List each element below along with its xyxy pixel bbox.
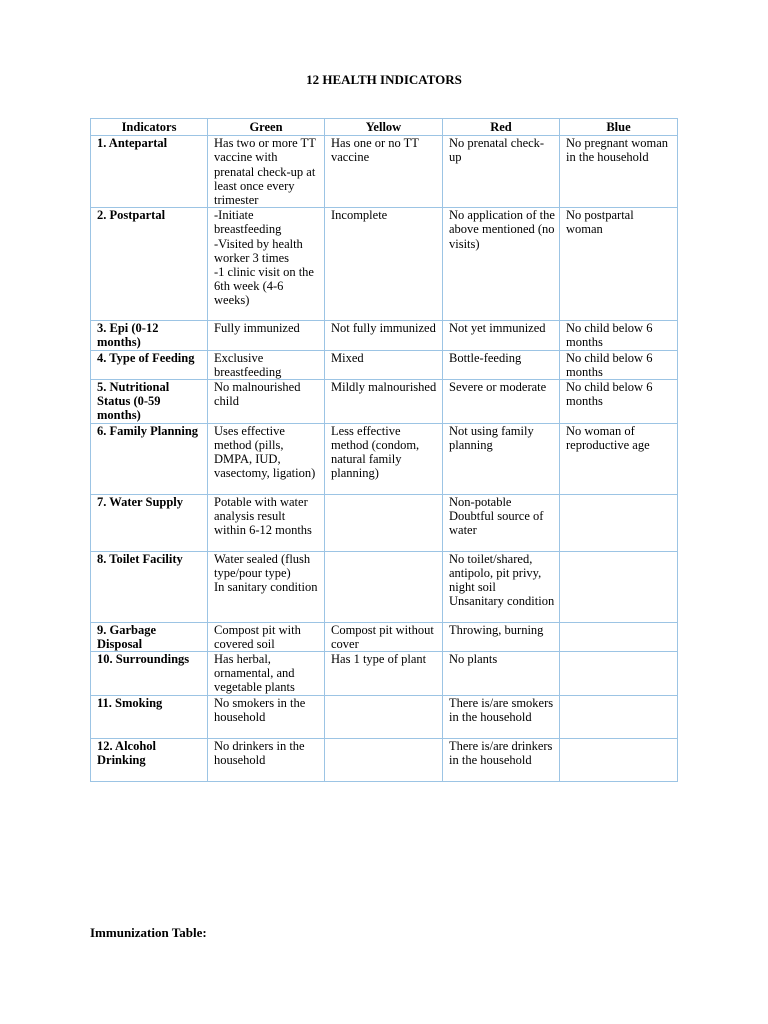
red-cell bbox=[443, 622, 560, 651]
green-cell bbox=[208, 551, 325, 622]
table-row bbox=[91, 695, 678, 738]
cell-text: Exclusive breastfeeding bbox=[214, 350, 282, 379]
table-body bbox=[91, 136, 678, 781]
cell-text: Water sealed (flush type/pour type) bbox=[214, 551, 311, 580]
cell-text: Has herbal, ornamental, and vegetable plants bbox=[214, 652, 295, 695]
cell-text: No plants bbox=[449, 652, 498, 667]
blue-cell bbox=[560, 551, 678, 622]
cell-text: Mixed bbox=[331, 350, 364, 365]
indicator-cell bbox=[91, 423, 208, 494]
cell-text: Compost pit with covered soil bbox=[214, 622, 301, 651]
indicator-cell bbox=[91, 208, 208, 321]
green-cell bbox=[208, 380, 325, 424]
blue-cell bbox=[560, 423, 678, 494]
cell-text: -Visited by health worker 3 times bbox=[214, 236, 303, 265]
cell-text: Non-potable bbox=[449, 494, 512, 509]
blue-cell bbox=[560, 494, 678, 551]
header-blue: Blue bbox=[560, 119, 678, 136]
green-cell bbox=[208, 350, 325, 379]
blue-cell bbox=[560, 738, 678, 781]
cell-text: 1. Antepartal bbox=[97, 136, 168, 151]
health-indicators-table bbox=[90, 118, 678, 782]
cell-text: Throwing, burning bbox=[449, 622, 544, 637]
table-header-row bbox=[91, 119, 678, 136]
table-row bbox=[91, 208, 678, 321]
table-row bbox=[91, 380, 678, 424]
indicator-cell bbox=[91, 380, 208, 424]
cell-text: Compost pit without cover bbox=[331, 622, 434, 651]
cell-text: No prenatal check-up bbox=[449, 136, 545, 165]
table-row bbox=[91, 738, 678, 781]
cell-text: No application of the above mentioned (no visits) bbox=[449, 208, 555, 251]
yellow-cell bbox=[325, 695, 443, 738]
table-row bbox=[91, 551, 678, 622]
blue-cell bbox=[560, 321, 678, 350]
indicator-cell bbox=[91, 136, 208, 208]
cell-text: No malnourished child bbox=[214, 380, 301, 409]
table-row bbox=[91, 423, 678, 494]
cell-text: 7. Water Supply bbox=[97, 494, 184, 509]
table-row bbox=[91, 652, 678, 696]
blue-cell bbox=[560, 652, 678, 696]
indicator-cell bbox=[91, 350, 208, 379]
cell-text: 9. Garbage Disposal bbox=[97, 622, 157, 651]
table-row bbox=[91, 136, 678, 208]
green-cell bbox=[208, 622, 325, 651]
indicator-cell bbox=[91, 738, 208, 781]
red-cell bbox=[443, 350, 560, 379]
blue-cell bbox=[560, 136, 678, 208]
indicator-cell bbox=[91, 494, 208, 551]
header-red: Red bbox=[443, 119, 560, 136]
yellow-cell bbox=[325, 208, 443, 321]
indicator-cell bbox=[91, 321, 208, 350]
immunization-table-heading: Immunization Table: bbox=[90, 925, 207, 940]
cell-text: Not yet immunized bbox=[449, 321, 546, 336]
red-cell bbox=[443, 321, 560, 350]
indicator-cell bbox=[91, 695, 208, 738]
yellow-cell bbox=[325, 738, 443, 781]
red-cell bbox=[443, 695, 560, 738]
cell-text: Has one or no TT vaccine bbox=[331, 136, 419, 165]
blue-cell bbox=[560, 208, 678, 321]
cell-text: Potable with water analysis result within 6-12 months bbox=[214, 494, 312, 538]
blue-cell bbox=[560, 350, 678, 379]
cell-text: No toilet/shared, antipolo, pit privy, night soil bbox=[449, 551, 542, 595]
cell-text: Has 1 type of plant bbox=[331, 652, 427, 667]
green-cell bbox=[208, 208, 325, 321]
table-row bbox=[91, 350, 678, 379]
green-cell bbox=[208, 423, 325, 494]
cell-text: No smokers in the household bbox=[214, 695, 306, 724]
blue-cell bbox=[560, 622, 678, 651]
cell-text: Mildly malnourished bbox=[331, 380, 437, 395]
cell-text: No child below 6 months bbox=[566, 380, 653, 409]
cell-text: In sanitary condition bbox=[214, 580, 318, 595]
cell-text: 4. Type of Feeding bbox=[97, 350, 195, 365]
yellow-cell bbox=[325, 350, 443, 379]
indicator-cell bbox=[91, 652, 208, 696]
indicator-cell bbox=[91, 551, 208, 622]
yellow-cell bbox=[325, 380, 443, 424]
cell-text: No postpartal woman bbox=[566, 208, 634, 237]
red-cell bbox=[443, 136, 560, 208]
green-cell bbox=[208, 695, 325, 738]
red-cell bbox=[443, 208, 560, 321]
cell-text: Bottle-feeding bbox=[449, 350, 522, 365]
cell-text: 10. Surroundings bbox=[97, 652, 190, 667]
cell-text: No child below 6 months bbox=[566, 321, 653, 350]
red-cell bbox=[443, 494, 560, 551]
red-cell bbox=[443, 551, 560, 622]
green-cell bbox=[208, 136, 325, 208]
yellow-cell bbox=[325, 494, 443, 551]
cell-text: Severe or moderate bbox=[449, 380, 547, 395]
cell-text: There is/are smokers in the household bbox=[449, 695, 554, 724]
cell-text: No pregnant woman in the household bbox=[566, 136, 669, 165]
yellow-cell bbox=[325, 551, 443, 622]
cell-text: Less effective method (condom, natural family planning) bbox=[331, 423, 420, 481]
indicator-cell bbox=[91, 622, 208, 651]
cell-text: 11. Smoking bbox=[97, 695, 163, 710]
cell-text: Has two or more TT vaccine with prenatal check-up at least once every trimester bbox=[214, 136, 316, 208]
page-title: 12 HEALTH INDICATORS bbox=[306, 72, 462, 87]
cell-text: No woman of reproductive age bbox=[566, 423, 650, 452]
red-cell bbox=[443, 652, 560, 696]
cell-text: 6. Family Planning bbox=[97, 423, 199, 438]
header-indicators: Indicators bbox=[91, 119, 208, 136]
red-cell bbox=[443, 423, 560, 494]
yellow-cell bbox=[325, 622, 443, 651]
green-cell bbox=[208, 321, 325, 350]
cell-text: 3. Epi (0-12 months) bbox=[97, 321, 159, 350]
green-cell bbox=[208, 494, 325, 551]
blue-cell bbox=[560, 380, 678, 424]
table-row bbox=[91, 622, 678, 651]
cell-text: Unsanitary condition bbox=[449, 594, 555, 609]
cell-text: -Initiate breastfeeding bbox=[214, 208, 282, 237]
cell-text: Fully immunized bbox=[214, 321, 300, 336]
cell-text: There is/are drinkers in the household bbox=[449, 738, 553, 767]
green-cell bbox=[208, 738, 325, 781]
red-cell bbox=[443, 738, 560, 781]
yellow-cell bbox=[325, 321, 443, 350]
cell-text: Doubtful source of water bbox=[449, 508, 544, 538]
cell-text: 2. Postpartal bbox=[97, 208, 166, 223]
yellow-cell bbox=[325, 136, 443, 208]
cell-text: 12. Alcohol Drinking bbox=[97, 738, 157, 767]
cell-text: 8. Toilet Facility bbox=[97, 551, 183, 566]
cell-text: Not using family planning bbox=[449, 423, 534, 452]
yellow-cell bbox=[325, 652, 443, 696]
cell-text: 5. Nutritional Status (0-59 months) bbox=[97, 380, 170, 423]
cell-text: Uses effective method (pills, DMPA, IUD, vasectomy, ligation) bbox=[214, 423, 316, 481]
table-row bbox=[91, 321, 678, 350]
table-row bbox=[91, 494, 678, 551]
cell-text: No drinkers in the household bbox=[214, 738, 305, 767]
header-green: Green bbox=[208, 119, 325, 136]
header-yellow: Yellow bbox=[325, 119, 443, 136]
cell-text: Not fully immunized bbox=[331, 321, 436, 336]
yellow-cell bbox=[325, 423, 443, 494]
cell-text: No child below 6 months bbox=[566, 350, 653, 379]
cell-text: Incomplete bbox=[331, 208, 388, 223]
blue-cell bbox=[560, 695, 678, 738]
green-cell bbox=[208, 652, 325, 696]
cell-text: -1 clinic visit on the 6th week (4-6 weeks) bbox=[214, 265, 314, 308]
red-cell bbox=[443, 380, 560, 424]
